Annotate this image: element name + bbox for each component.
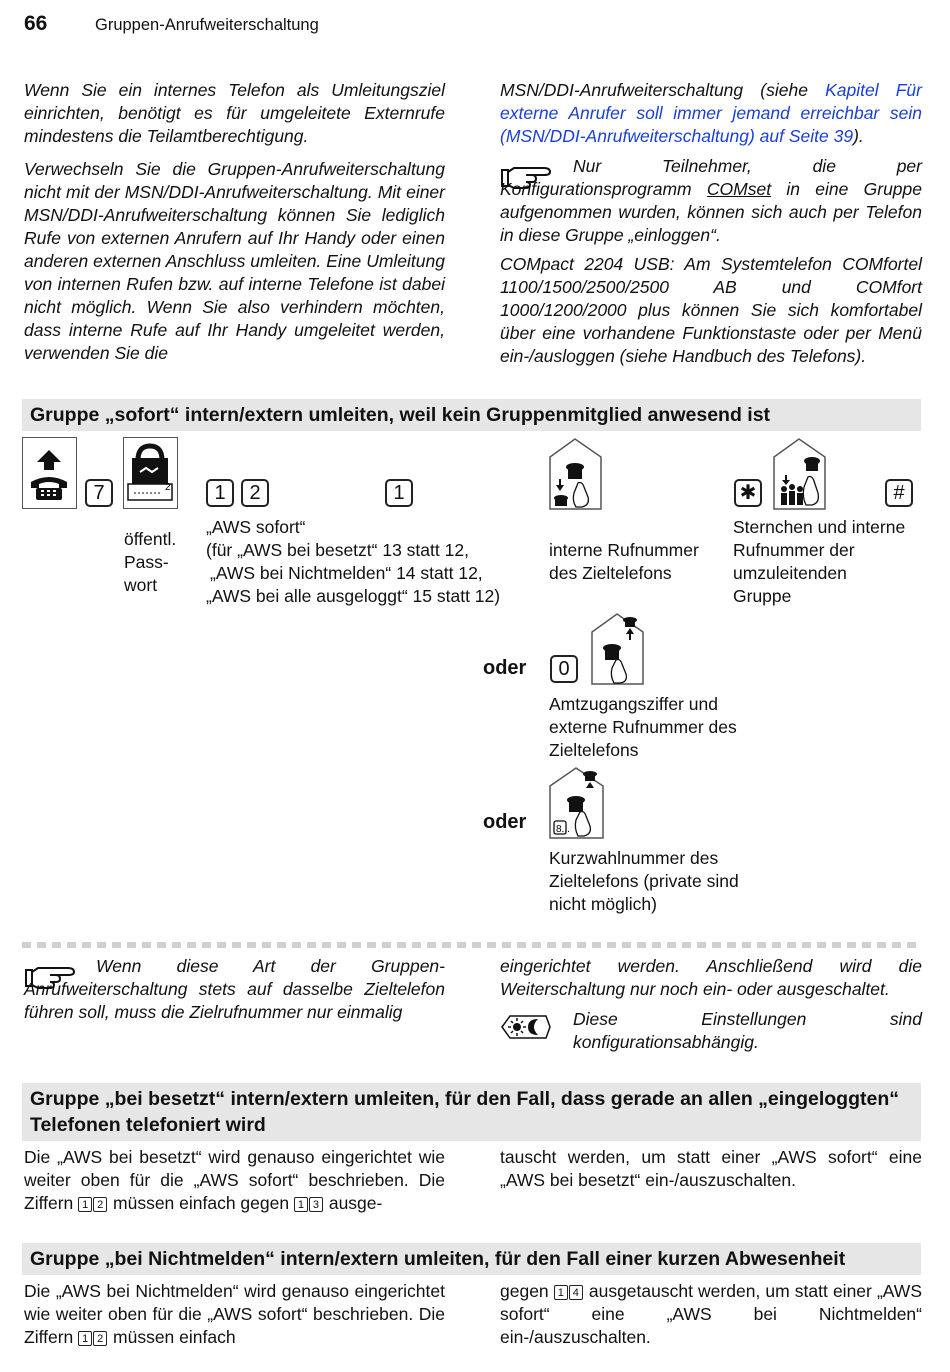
running-header: Gruppen-Anrufweiterschaltung [95,16,319,34]
day-night-icon [500,1014,552,1040]
note-continuation: eingerichtet werden. Anschließend wird die Weiterschaltung nur noch ein- oder ausgeschaltet. [500,956,922,999]
section-title-sofort: Gruppe „sofort“ intern/extern umleiten, weil kein Gruppenmitglied anwesend ist [22,399,921,431]
oder-label-1: oder [483,657,527,679]
note-single-setup: Wenn diese Art der Gruppen-Anrufweiterschaltung stets auf dasselbe Zieltelefon führen soll, muss die Zielrufnummer nur einmalig [24,956,445,1022]
label-public-password: öffentl. Pass-wort [124,529,177,595]
key-7: 7 [85,479,113,507]
intro-paragraph-1: Wenn Sie ein internes Telefon als Umleitungsziel einrichten, benötigt es für umgeleitete Externrufe mindestens die Teilamtberechtigung. [24,80,445,146]
key-1: 1 [206,479,234,507]
key-1-group: 1 [385,479,413,507]
intro-paragraph-2: Verwechseln Sie die Gruppen-Anrufweiterschaltung nicht mit der MSN/DDI-Anrufweiterschaltung. Mit einer MSN/DDI-Anrufweiterschaltung können Sie lediglich Rufe von externen Anrufern auf Ihr Handy oder einen anderen externen Anschluss umleiten. Eine Umleitung von internen Rufen bzw. auf interne Telefone ist dabei nicht möglich. Wenn Sie also verhindern möchten, dass interne Rufe auf Ihr Handy umgeleitet werden, verwenden Sie die [24,159,445,363]
label-external-number: Amtzugangsziffer und externe Rufnummer des Zieltelefons [549,694,737,760]
comset-link[interactable]: COMset [706,179,772,199]
mini-key: 1 [554,1285,568,1300]
key-0: 0 [550,655,578,683]
key-2: 2 [241,479,269,507]
mini-key: 2 [93,1331,107,1346]
label-aws-sofort: „AWS sofort“ (für „AWS bei besetzt“ 13 statt 12, „AWS bei Nichtmelden“ 14 statt 12, „AWS bei alle ausgeloggt“ 15 statt 12) [206,517,501,606]
key-hash: # [885,479,913,507]
speed-dial-digits: 8... [556,824,570,835]
chapter-link[interactable]: Kapitel Für externe Anrufer soll immer jemand erreichbar sein (MSN/DDI-Anrufweiterschaltung) auf Seite 39 [500,80,922,146]
nichtmelden-right-text: gegen 1 4 ausgetauscht werden, um statt einer „AWS sofort“ eine „AWS bei Nichtmelden“ ein-/auszuschalten. [500,1281,922,1347]
dashed-divider [22,942,921,948]
note-configuration: Diese Einstellungen sind konfigurationsabhängig. [573,1009,922,1052]
mini-key: 1 [78,1331,92,1346]
mini-key: 1 [294,1197,308,1212]
password-lock-icon [123,437,178,509]
nichtmelden-left-text: Die „AWS bei Nichtmelden“ wird genauso eingerichtet wie weiter oben für die „AWS sofort“ beschrieben. Die Ziffern 1 2 müssen einfach [24,1281,445,1347]
external-phone-house-icon [590,612,645,685]
mini-key: 4 [569,1285,583,1300]
handset-lift-icon [22,437,77,509]
left-column-intro [24,79,445,365]
note-comset: Nur Teilnehmer, die per Konfigurationsprogramm COMset in eine Gruppe aufgenommen wurden, können sich auch per Telefon in diese Gruppe „einloggen“. [500,156,922,245]
label-speed-dial: Kurzwahlnummer des Zieltelefons (private sind nicht möglich) [549,848,739,914]
oder-label-2: oder [483,811,527,833]
besetzt-right-text: tauscht werden, um statt einer „AWS sofort“ eine „AWS bei besetzt“ ein-/auszuschalten. [500,1147,922,1190]
section-title-besetzt: Gruppe „bei besetzt“ intern/extern umleiten, für den Fall, dass gerade an allen „eingeloggten“ Telefonen telefoniert wird [22,1083,921,1141]
lock-superscript: 2 [165,482,171,493]
mini-key: 2 [93,1197,107,1212]
mini-key: 1 [78,1197,92,1212]
label-star-group: Sternchen und interne Rufnummer der umzuleitenden Gruppe [733,517,906,606]
system-phone-paragraph: COMpact 2204 USB: Am Systemtelefon COMfortel 1100/1500/2500/2500 AB und COMfort 1000/1200/2000 plus können Sie sich komfortabel über eine vorhandene Funktionstaste oder per Menü ein-/ausloggen (siehe Handbuch des Telefons). [500,254,922,366]
right-column-intro [500,79,922,148]
group-house-icon [772,437,827,510]
msn-reference-paragraph: MSN/DDI-Anrufweiterschaltung (siehe Kapitel Für externe Anrufer soll immer jemand erreichbar sein (MSN/DDI-Anrufweiterschaltung) auf Seite 39). [500,80,922,146]
label-internal-number: interne Rufnummer des Zieltelefons [549,540,699,583]
speed-dial-house-icon [548,766,605,839]
mini-key: 3 [309,1197,323,1212]
internal-phone-house-icon [548,437,603,510]
key-star: ✱ [734,479,762,507]
besetzt-left-text: Die „AWS bei besetzt“ wird genauso eingerichtet wie weiter oben für die „AWS sofort“ beschrieben. Die Ziffern 1 2 müssen einfach gegen 1 3 ausge- [24,1147,445,1213]
page-number: 66 [24,12,48,35]
section-title-nichtmelden: Gruppe „bei Nichtmelden“ intern/extern umleiten, für den Fall einer kurzen Abwesenheit [22,1243,921,1275]
